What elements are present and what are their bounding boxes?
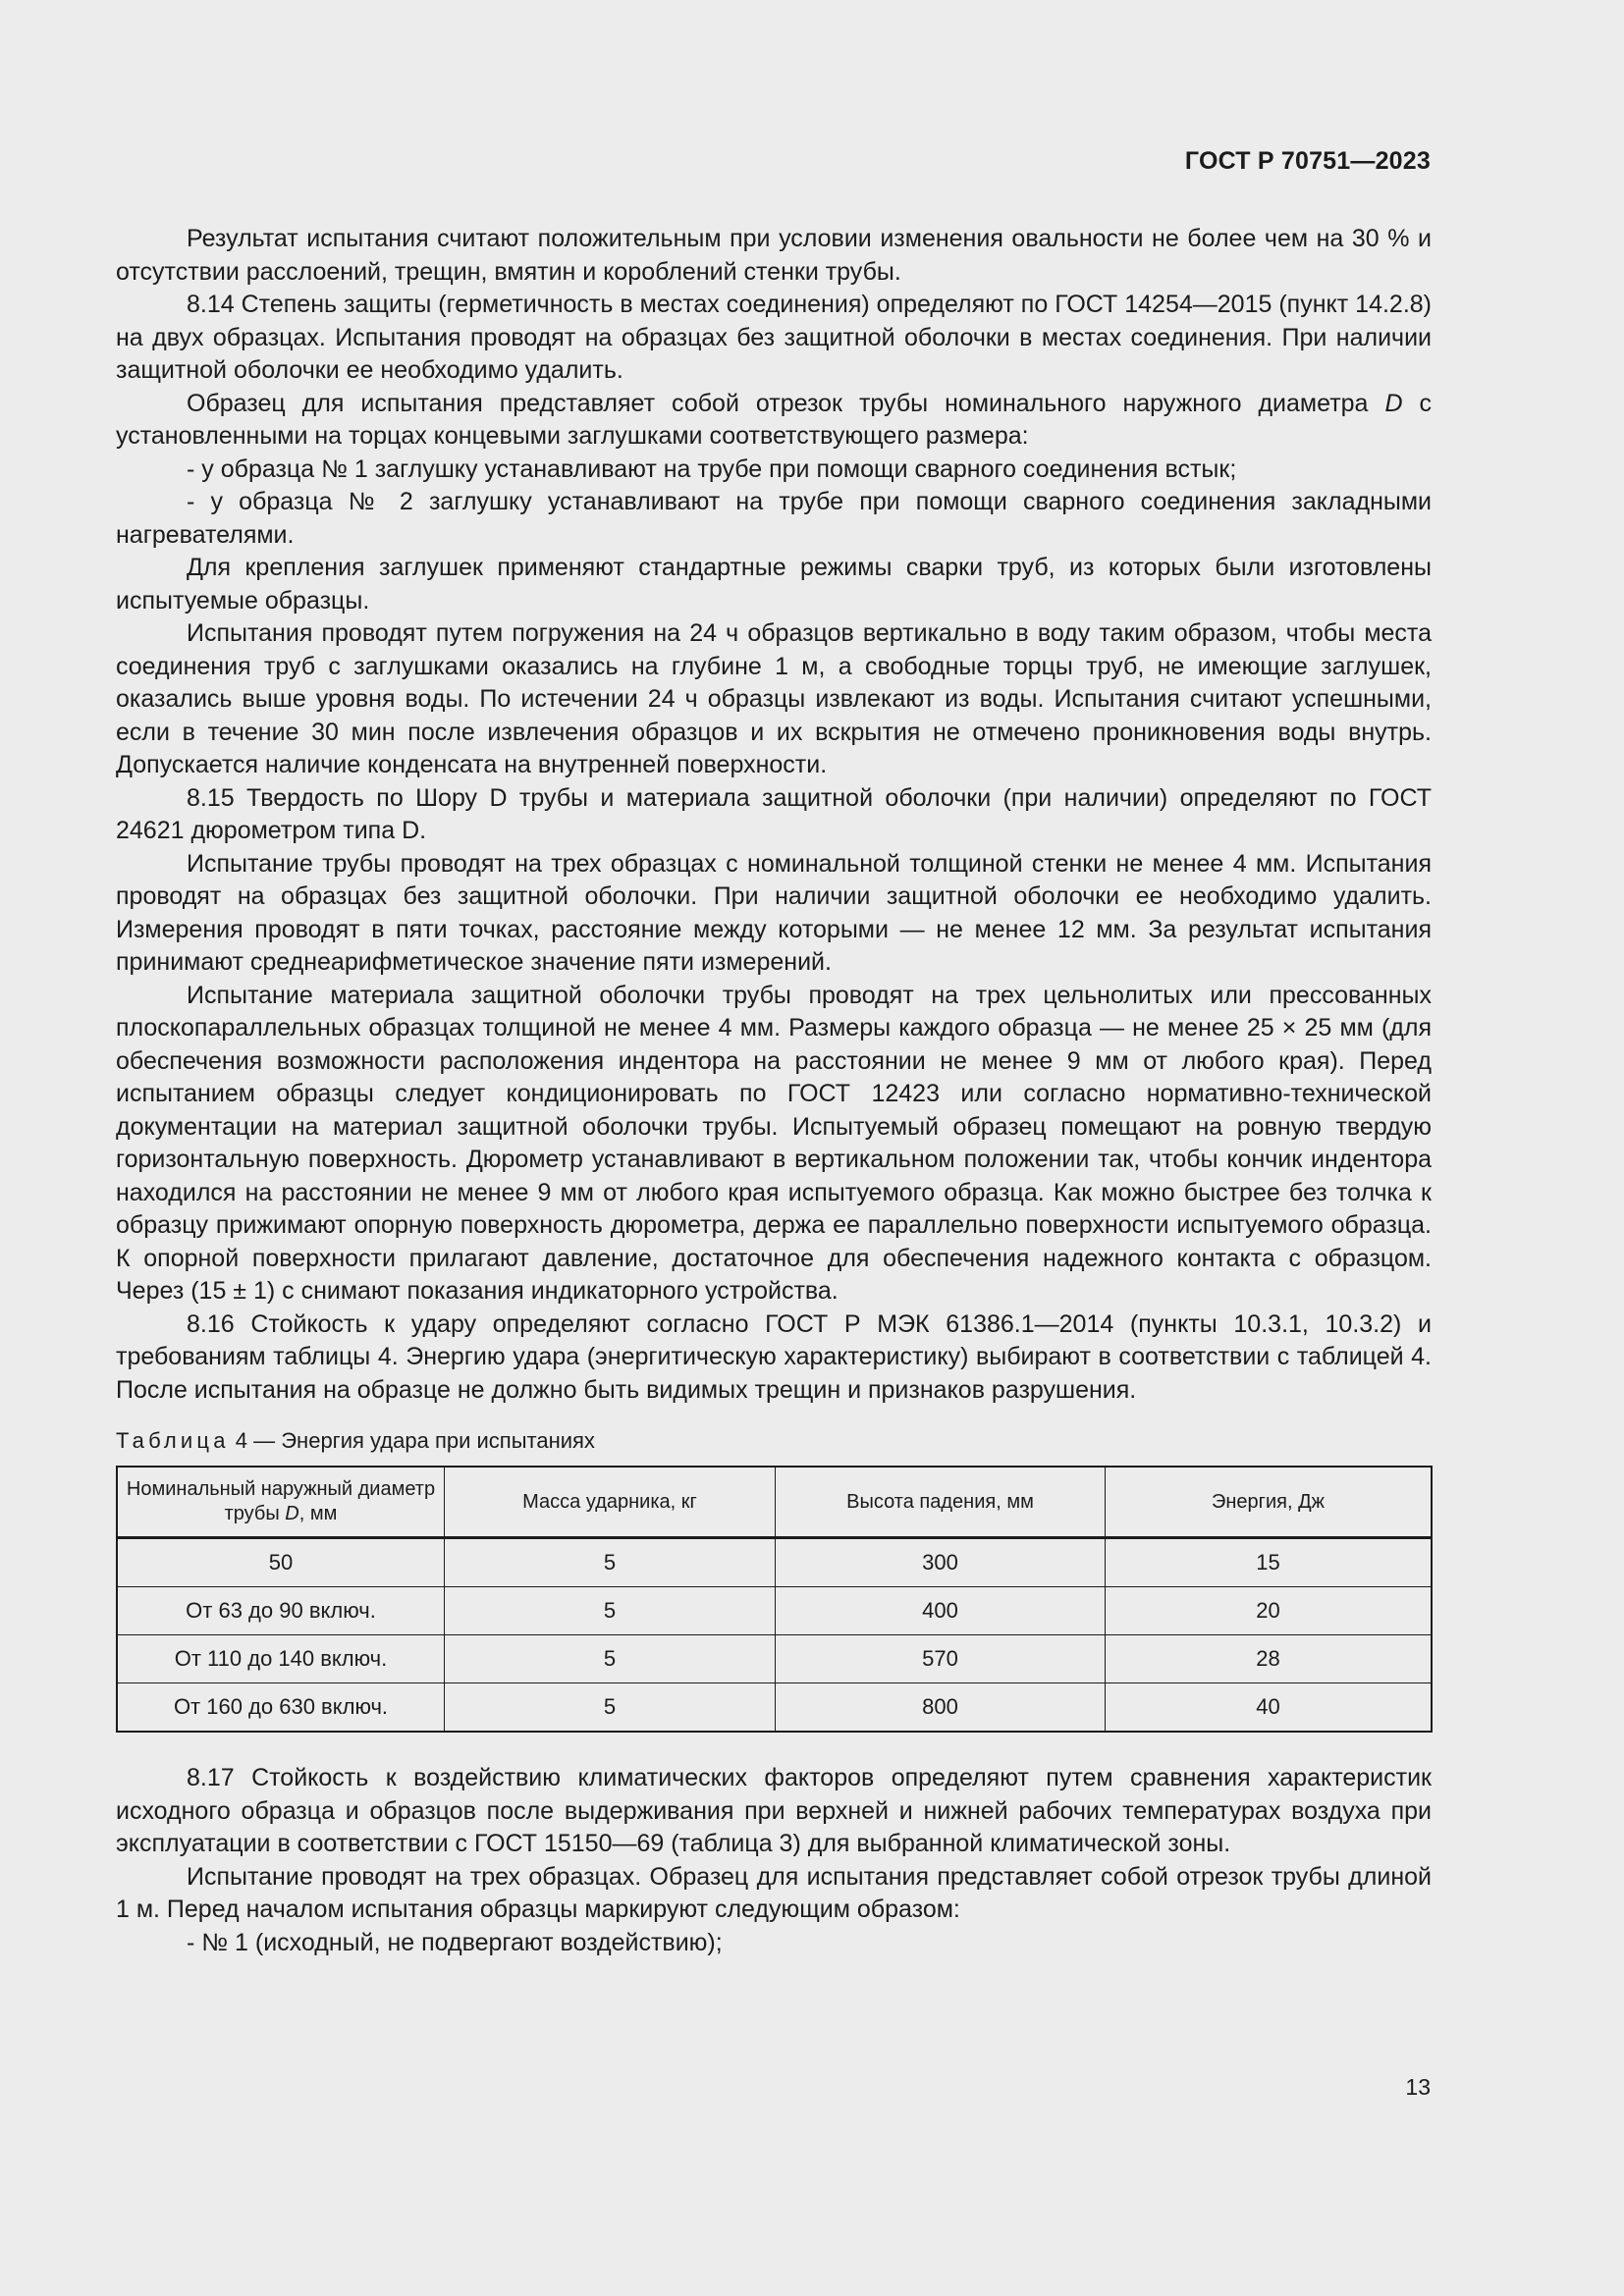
table-row (117, 1538, 1432, 1587)
page-header: ГОСТ Р 70751—2023 (1184, 147, 1431, 175)
table-header-row (117, 1467, 1432, 1538)
table-caption-title: 4 — Энергия удара при испытаниях (229, 1428, 595, 1453)
table-row (117, 1587, 1432, 1635)
cell-diameter: От 160 до 630 включ. (117, 1683, 445, 1733)
paragraphs-after-table (116, 1762, 1432, 1959)
paragraph: Испытания проводят путем погружения на 24 ч образцов вертикально в воду таким образом, чтобы места соединения труб с заглушками оказались на глубине 1 м, а свободные торцы труб, не имеющие заглушек, оказались выше уровня воды. По истечении 24 ч образцы извлекают из воды. Испытания считают успешными, если в течение 30 мин после извлечения образцов и их вскрытия не отмечено проникновения воды внутрь. Допускается наличие конденсата на внутренней поверхности. (116, 619, 1432, 778)
paragraph: - у образца № 2 заглушку устанавливают на трубе при помощи сварного соединения закладными нагревателями. (116, 488, 1432, 549)
document-body (116, 223, 1432, 1959)
table-caption-label: Таблица (116, 1428, 230, 1453)
paragraph: Испытание проводят на трех образцах. Образец для испытания представляет собой отрезок трубы длиной 1 м. Перед началом испытания образцы маркируют следующим образом: (116, 1862, 1432, 1923)
paragraphs-before-table (116, 223, 1432, 1407)
paragraph: 8.15 Твердость по Шору D трубы и материала защитной оболочки (при наличии) определяют по ГОСТ 24621 дюрометром типа D. (116, 783, 1432, 844)
page-number: 13 (1405, 2074, 1431, 2100)
header-diameter: Номинальный наружный диаметр трубы D, мм (117, 1467, 445, 1538)
paragraph: - у образца № 1 заглушку устанавливают на трубе при помощи сварного соединения встык; (187, 454, 1237, 483)
cell-energy: 15 (1106, 1538, 1433, 1587)
cell-mass: 5 (445, 1635, 776, 1683)
paragraph: - № 1 (исходный, не подвергают воздействию); (187, 1928, 723, 1956)
paragraph: 8.16 Стойкость к удару определяют согласно ГОСТ Р МЭК 61386.1—2014 (пункты 10.3.1, 10.3.2) и требованиям таблицы 4. Энергию удара (энергитическую характеристику) выбирают в соответствии с таблицей 4. После испытания на образце не должно быть видимых трещин и признаков разрушения. (116, 1309, 1432, 1404)
paragraph: Для крепления заглушек применяют стандартные режимы сварки труб, из которых были изготовлены испытуемые образцы. (116, 554, 1432, 614)
cell-mass: 5 (445, 1683, 776, 1733)
cell-height: 800 (776, 1683, 1106, 1733)
cell-mass: 5 (445, 1587, 776, 1635)
paragraph: 8.14 Степень защиты (герметичность в местах соединения) определяют по ГОСТ 14254—2015 (пункт 14.2.8) на двух образцах. Испытания проводят на образцах без защитной оболочки в местах соединения. При наличии защитной оболочки ее необходимо удалить. (116, 291, 1432, 384)
header-mass: Масса ударника, кг (445, 1467, 776, 1538)
cell-diameter: 50 (117, 1538, 445, 1587)
paragraph: Образец для испытания представляет собой отрезок трубы номинального наружного диаметра D с установленными на торцах концевыми заглушками соответствующего размера: (116, 389, 1432, 450)
cell-height: 570 (776, 1635, 1106, 1683)
table-row (117, 1683, 1432, 1733)
impact-energy-table (116, 1466, 1433, 1733)
paragraph: Испытание трубы проводят на трех образцах с номинальной толщиной стенки не менее 4 мм. Испытания проводят на образцах без защитной оболочки. При наличии защитной оболочки ее необходимо удалить. Измерения проводят в пяти точках, расстояние между которыми — не менее 12 мм. За результат испытания принимают среднеарифметическое значение пяти измерений. (116, 849, 1432, 976)
header-height: Высота падения, мм (776, 1467, 1106, 1538)
cell-energy: 28 (1106, 1635, 1433, 1683)
paragraph: Испытание материала защитной оболочки трубы проводят на трех цельнолитых или прессованных плоскопараллельных образцах толщиной не менее 4 мм. Размеры каждого образца — не менее 25 × 25 мм (для обеспечения возможности расположения индентора на расстоянии не менее 9 мм от любого края). Перед испытанием образцы следует кондиционировать по ГОСТ 12423 или согласно нормативно-технической документации на материал защитной оболочки трубы. Испытуемый образец помещают на ровную твердую горизонтальную поверхность. Дюрометр устанавливают в вертикальном положении так, чтобы кончик индентора находился на расстоянии не менее 9 мм от любого края испытуемого образца. Как можно быстрее без толчка к образцу прижимают опорную поверхность дюрометра, держа ее параллельно поверхности испытуемого образца. К опорной поверхности прилагают давление, достаточное для обеспечения надежного контакта с образцом. Через (15 ± 1) с снимают показания индикаторного устройства. (116, 981, 1432, 1305)
cell-diameter: От 110 до 140 включ. (117, 1635, 445, 1683)
cell-energy: 40 (1106, 1683, 1433, 1733)
cell-mass: 5 (445, 1538, 776, 1587)
cell-height: 400 (776, 1587, 1106, 1635)
cell-energy: 20 (1106, 1587, 1433, 1635)
cell-height: 300 (776, 1538, 1106, 1587)
cell-diameter: От 63 до 90 включ. (117, 1587, 445, 1635)
paragraph: Результат испытания считают положительным при условии изменения овальности не более чем на 30 % и отсутствии расслоений, трещин, вмятин и короблений стенки трубы. (116, 225, 1432, 286)
header-energy: Энергия, Дж (1106, 1467, 1433, 1538)
table-caption (116, 1426, 1432, 1456)
paragraph: 8.17 Стойкость к воздействию климатических факторов определяют путем сравнения характеристик исходного образца и образцов после выдерживания при верхней и нижней рабочих температурах воздуха при эксплуатации в соответствии с ГОСТ 15150—69 (таблица 3) для выбранной климатической зоны. (116, 1764, 1432, 1857)
table-row (117, 1635, 1432, 1683)
